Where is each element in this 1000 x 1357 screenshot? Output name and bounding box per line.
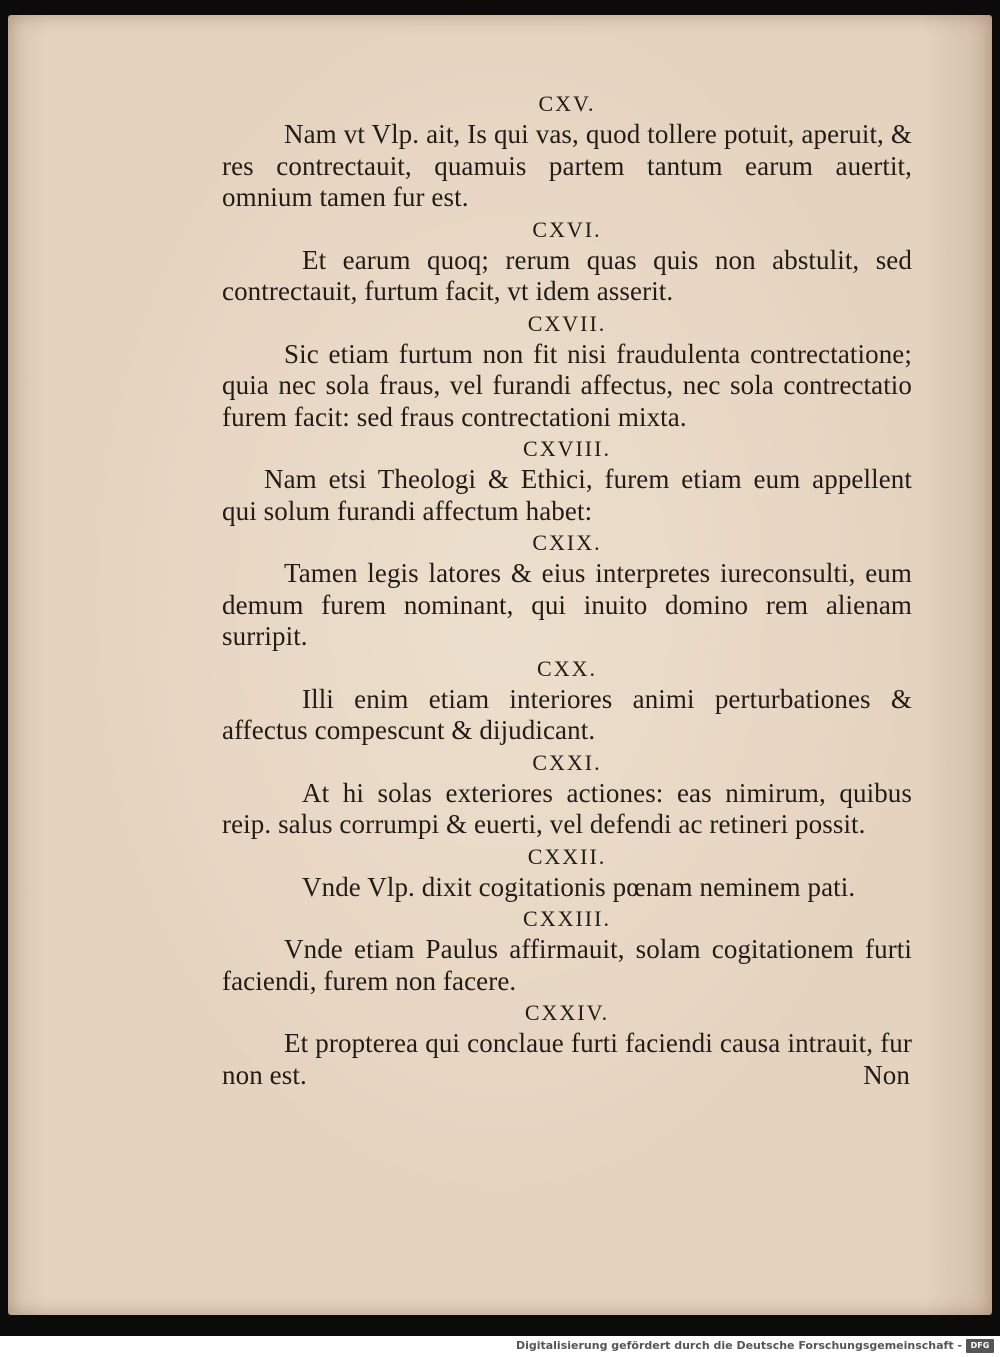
section-paragraph: Et propterea qui conclaue furti faciendi causa intrauit, fur non est. [222,1028,912,1090]
section-paragraph: Nam vt Vlp. ait, Is qui vas, quod tollere potuit, aperuit, & res contrectauit, quamuis partem tantum earum auertit, omnium tamen fur est. [222,119,912,212]
section-paragraph: Nam etsi Theologi & Ethici, furem etiam eum appellent qui solum furandi affectum habet: [222,464,912,526]
section-number: CXX. [537,655,597,681]
section-paragraph: Tamen legis latores & eius interpretes iureconsulti, eum demum furem nominant, qui inuito domino rem alienam surripit. [222,558,912,651]
section-number: CXXII. [527,843,607,869]
section-number: CXIX. [532,530,602,555]
section-number: CXXI. [532,749,602,775]
funding-credit: Digitalisierung gefördert durch die Deutsche Forschungsgemeinschaft - [515,1339,962,1352]
catchword: Non [863,1060,910,1090]
section-paragraph: Illi enim etiam interiores animi perturbationes & affectus compescunt & dijudicant. [222,683,912,745]
section-number: CXVII. [527,310,607,336]
section-paragraph: At hi solas exteriores actiones: eas nimirum, quibus reip. salus corrumpi & euerti, vel defendi ac retineri possit. [222,777,912,839]
section-paragraph: Vnde etiam Paulus affirmauit, solam cogitationem furti faciendi, furem non facere. [222,934,912,996]
section-paragraph: Vnde Vlp. dixit cogitationis pœnam neminem pati. [302,871,856,902]
section-number: CXV. [538,91,596,116]
section-paragraph: Et earum quoq; rerum quas quis non abstulit, sed contrectauit, furtum facit, vt idem asserit. [222,244,912,306]
section-number: CXVI. [532,216,602,242]
section-number: CXXIV. [524,1000,610,1025]
footer-bar [0,1336,1000,1357]
section-number: CXVIII. [523,436,611,461]
section-number: CXXIII. [523,906,611,931]
section-paragraph: Sic etiam furtum non fit nisi fraudulenta contrectatione; quia nec sola fraus, vel furandi affectus, nec sola contrectatio furem facit: sed fraus contrectationi mixta. [222,338,912,432]
dfg-logo: DFG [966,1339,994,1353]
page-text [222,88,912,1092]
